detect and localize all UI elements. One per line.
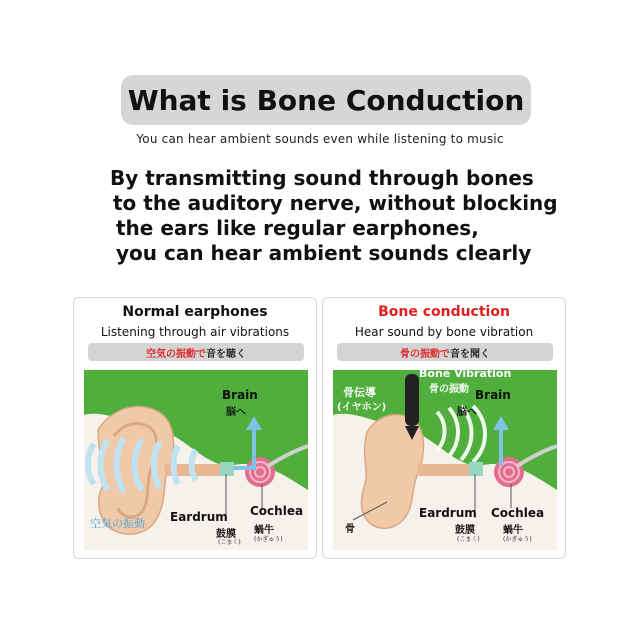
cochlea-icon (494, 457, 524, 487)
eardrum-label: Eardrum (419, 506, 477, 520)
eardrum-shape (469, 462, 483, 476)
panel-subtitle: Hear sound by bone vibration (354, 325, 534, 339)
caption-red: 空気の振動で (146, 348, 206, 360)
bone-conduction-panel (322, 297, 566, 559)
bone-conduction-illustration (333, 367, 557, 550)
cochlea-jp-label: 蝸牛 (503, 525, 523, 536)
eardrum-jp-label: 鼓膜 (455, 525, 475, 536)
brain-jp-label: 脳へ (226, 407, 246, 418)
cochlea-jp-label: 蝸牛 (254, 525, 274, 536)
panel-title: Normal earphones (122, 304, 268, 320)
bone-vibration-jp-label: 骨の振動 (429, 384, 469, 395)
bone-vibration-label: Bone Vibration (419, 367, 512, 380)
air-conduction-illustration (84, 370, 308, 550)
eardrum-jp-label: 鼓膜 (216, 529, 236, 540)
normal-earphones-panel (73, 297, 317, 559)
panel-subtitle: Listening through air vibrations (100, 325, 290, 339)
bone-jp-label: 骨 (345, 524, 355, 535)
brain-jp-label: 脳へ (457, 407, 477, 418)
description-line: the ears like regular earphones, (116, 216, 479, 240)
caption-black: 音を聴く (206, 348, 246, 360)
panel-caption-bar (337, 343, 553, 361)
earphone-jp-label: 骨伝導 (343, 386, 376, 399)
description (110, 166, 570, 266)
panel-title: Bone conduction (378, 304, 510, 320)
page-title: What is Bone Conduction (121, 75, 531, 125)
panel-caption-bar (88, 343, 304, 361)
description-line: By transmitting sound through bones (110, 166, 534, 190)
caption-black: 音を聞く (450, 348, 490, 360)
cochlea-ruby: (かぎゅう) (503, 536, 532, 543)
cochlea-label: Cochlea (250, 504, 304, 518)
eardrum-shape (220, 462, 234, 476)
cochlea-ruby: (かぎゅう) (254, 536, 283, 543)
brain-label: Brain (475, 388, 511, 402)
eardrum-ruby: (こまく) (457, 536, 480, 543)
eardrum-ruby: (こまく) (218, 539, 241, 546)
cochlea-icon (245, 457, 275, 487)
cochlea-label: Cochlea (491, 506, 545, 520)
earphone-jp-label-2: (イヤホン) (337, 402, 387, 413)
caption-red: 骨の振動で (400, 348, 450, 360)
page-subtitle: You can hear ambient sounds even while listening to music (136, 132, 504, 146)
earphone-icon (405, 374, 419, 440)
air-vibration-label: 空気の振動 (90, 517, 145, 530)
description-line: you can hear ambient sounds clearly (116, 241, 532, 265)
eardrum-label: Eardrum (170, 510, 228, 524)
description-line: to the auditory nerve, without blocking (113, 191, 558, 215)
brain-label: Brain (222, 388, 258, 402)
